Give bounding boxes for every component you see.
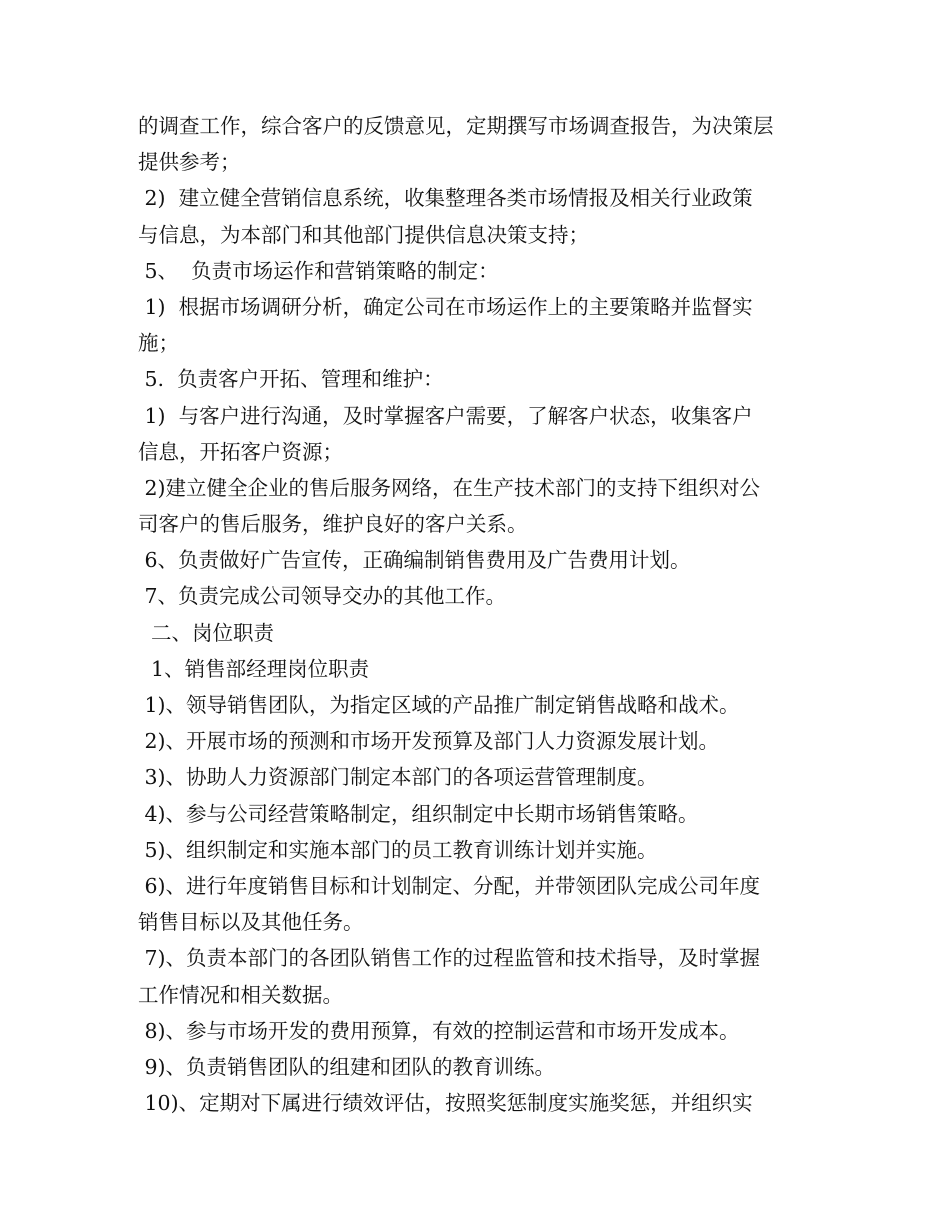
text-line: 的调查工作，综合客户的反馈意见，定期撰写市场调查报告，为决策层 bbox=[138, 114, 774, 138]
text-line: 5)、组织制定和实施本部门的员工教育训练计划并实施。 bbox=[138, 837, 658, 862]
text-line: 与信息，为本部门和其他部门提供信息决策支持； bbox=[138, 222, 589, 247]
section-heading: 5. 负责客户开拓、管理和维护： bbox=[138, 367, 444, 392]
text-line: 7)、负责本部门的各团队销售工作的过程监管和技术指导，及时掌握 bbox=[138, 946, 761, 971]
text-line: 10)、定期对下属进行绩效评估，按照奖惩制度实施奖惩，并组织实 bbox=[138, 1091, 753, 1116]
text-line: 8)、参与市场开发的费用预算，有效的控制运营和市场开发成本。 bbox=[138, 1018, 740, 1043]
text-line: 1) 与客户进行沟通，及时掌握客户需要，了解客户状态，收集客户 bbox=[138, 403, 753, 428]
document-page bbox=[138, 108, 818, 1121]
text-line: 6)、进行年度销售目标和计划制定、分配，并带领团队完成公司年度 bbox=[138, 873, 761, 898]
text-line: 司客户的售后服务，维护良好的客户关系。 bbox=[138, 512, 528, 537]
text-line: 1) 根据市场调研分析，确定公司在市场运作上的主要策略并监督实 bbox=[138, 294, 753, 319]
text-line: 工作情况和相关数据。 bbox=[138, 982, 343, 1007]
text-line: 提供参考； bbox=[138, 150, 241, 175]
text-line: 2)、开展市场的预测和市场开发预算及部门人力资源发展计划。 bbox=[138, 729, 720, 754]
text-line: 6、负责做好广告宣传，正确编制销售费用及广告费用计划。 bbox=[138, 548, 691, 573]
text-line: 2)建立健全企业的售后服务网络，在生产技术部门的支持下组织对公 bbox=[138, 475, 761, 500]
text-line: 2) 建立健全营销信息系统，收集整理各类市场情报及相关行业政策 bbox=[138, 186, 753, 211]
text-line: 信息，开拓客户资源； bbox=[138, 439, 343, 464]
text-line: 4)、参与公司经营策略制定，组织制定中长期市场销售策略。 bbox=[138, 801, 699, 826]
subsection-heading: 1、销售部经理岗位职责 bbox=[138, 656, 370, 681]
text-line: 施； bbox=[138, 331, 179, 356]
text-line: 1)、领导销售团队，为指定区域的产品推广制定销售战略和战术。 bbox=[138, 693, 740, 717]
text-line: 3)、协助人力资源部门制定本部门的各项运营管理制度。 bbox=[138, 765, 658, 790]
section-heading: 5、 负责市场运作和营销策略的制定： bbox=[138, 258, 499, 283]
text-line: 9)、负责销售团队的组建和团队的教育训练。 bbox=[138, 1054, 556, 1079]
text-line: 销售目标以及其他任务。 bbox=[138, 910, 364, 935]
section-heading: 二、岗位职责 bbox=[138, 620, 275, 645]
text-line: 7、负责完成公司领导交办的其他工作。 bbox=[138, 584, 507, 609]
